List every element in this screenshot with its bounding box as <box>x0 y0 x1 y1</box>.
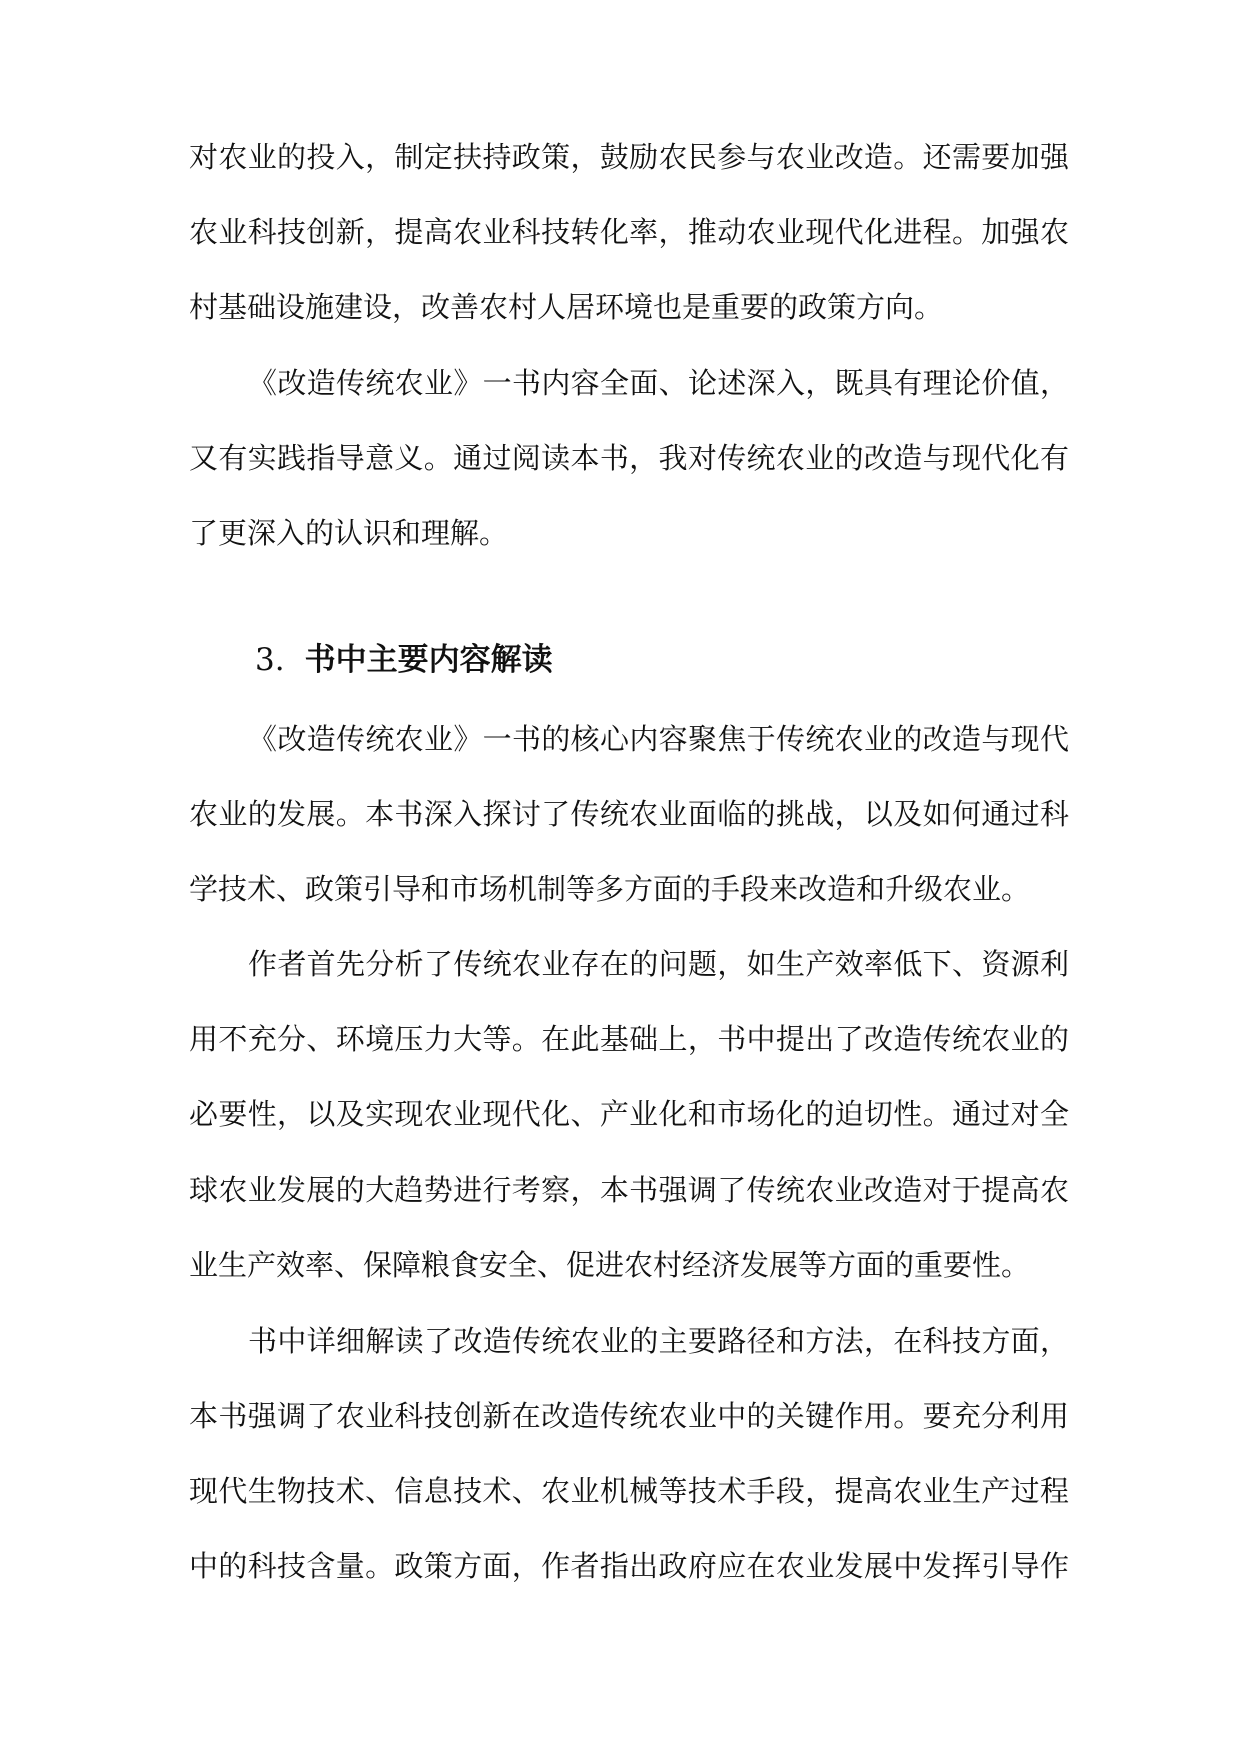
paragraph-line: 球农业发展的大趋势进行考察，本书强调了传统农业改造对于提高农 <box>189 1173 1069 1207</box>
section-number: 3. <box>255 642 285 678</box>
paragraph-line: 又有实践指导意义。通过阅读本书，我对传统农业的改造与现代化有 <box>189 441 1069 475</box>
paragraph-line: 对农业的投入，制定扶持政策，鼓励农民参与农业改造。还需要加强 <box>189 140 1069 174</box>
paragraph-line: 用不充分、环境压力大等。在此基础上，书中提出了改造传统农业的 <box>189 1022 1069 1056</box>
paragraph-line: 现代生物技术、信息技术、农业机械等技术手段，提高农业生产过程 <box>189 1474 1069 1508</box>
paragraph-line: 业生产效率、保障粮食安全、促进农村经济发展等方面的重要性。 <box>189 1248 1031 1282</box>
paragraph-line: 《改造传统农业》一书的核心内容聚焦于传统农业的改造与现代 <box>248 722 1069 756</box>
paragraph-line: 作者首先分析了传统农业存在的问题，如生产效率低下、资源利 <box>248 947 1069 981</box>
paragraph-line: 了更深入的认识和理解。 <box>189 516 509 550</box>
paragraph-line: 农业的发展。本书深入探讨了传统农业面临的挑战，以及如何通过科 <box>189 797 1069 831</box>
paragraph-line: 农业科技创新，提高农业科技转化率，推动农业现代化进程。加强农 <box>189 215 1069 249</box>
paragraph-line: 学技术、政策引导和市场机制等多方面的手段来改造和升级农业。 <box>189 872 1031 906</box>
section-title: 书中主要内容解读 <box>304 642 553 678</box>
paragraph-line: 本书强调了农业科技创新在改造传统农业中的关键作用。要充分利用 <box>189 1399 1069 1433</box>
paragraph-line: 必要性，以及实现农业现代化、产业化和市场化的迫切性。通过对全 <box>189 1097 1069 1131</box>
section-heading <box>255 637 553 683</box>
paragraph-line: 书中详细解读了改造传统农业的主要路径和方法，在科技方面， <box>248 1324 1069 1358</box>
paragraph-line: 《改造传统农业》一书内容全面、论述深入，既具有理论价值， <box>248 366 1069 400</box>
paragraph-line: 中的科技含量。政策方面，作者指出政府应在农业发展中发挥引导作 <box>189 1549 1069 1583</box>
paragraph-line: 村基础设施建设，改善农村人居环境也是重要的政策方向。 <box>189 290 944 324</box>
